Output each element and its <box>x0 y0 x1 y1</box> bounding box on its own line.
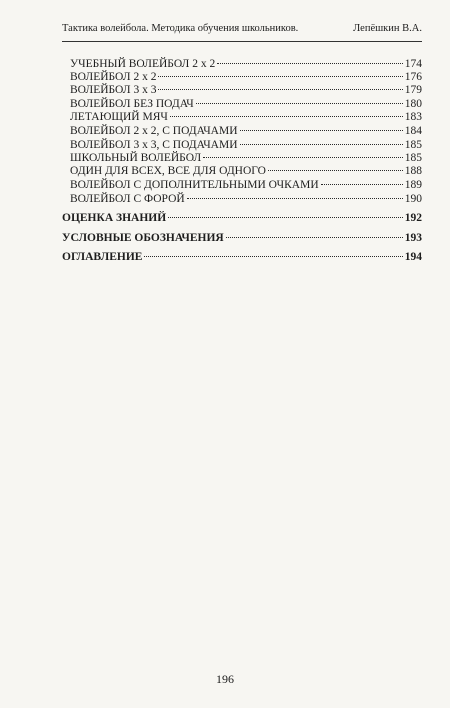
header-divider <box>62 41 422 42</box>
toc-entry-title: ШКОЛЬНЫЙ ВОЛЕЙБОЛ <box>70 152 202 164</box>
toc-entry-page: 188 <box>404 165 422 177</box>
toc-entry-page: 184 <box>404 125 422 137</box>
toc-entry <box>70 83 422 98</box>
toc-entry-title: ВОЛЕЙБОЛ 3 х 3 <box>70 84 157 96</box>
dot-leader <box>240 144 403 145</box>
running-header <box>62 23 422 37</box>
dot-leader <box>203 157 403 158</box>
toc-entry-title: ВОЛЕЙБОЛ 2 х 2, С ПОДАЧАМИ <box>70 125 238 137</box>
toc-section-title: УСЛОВНЫЕ ОБОЗНАЧЕНИЯ <box>62 232 224 244</box>
toc-entry-page: 180 <box>404 98 422 110</box>
toc-entry <box>70 124 422 139</box>
dot-leader <box>187 198 403 199</box>
dot-leader <box>217 63 403 64</box>
author-header: Лепёшкин В.А. <box>353 23 422 34</box>
toc-section-page: 193 <box>404 232 422 244</box>
toc-entry-page: 176 <box>404 71 422 83</box>
dot-leader <box>158 76 402 77</box>
toc-entry-title: УЧЕБНЫЙ ВОЛЕЙБОЛ 2 х 2 <box>70 58 216 70</box>
dot-leader <box>158 89 402 90</box>
toc-entry-page: 185 <box>404 152 422 164</box>
dot-leader <box>168 217 403 218</box>
toc-entry-page: 183 <box>404 111 422 123</box>
toc-entry-title: ВОЛЕЙБОЛ С ДОПОЛНИТЕЛЬНЫМИ ОЧКАМИ <box>70 179 319 191</box>
dot-leader <box>170 116 403 117</box>
toc-entry <box>70 110 422 125</box>
toc-entry-page: 174 <box>404 58 422 70</box>
toc-entry-page: 189 <box>404 179 422 191</box>
dot-leader <box>240 130 403 131</box>
toc-entry <box>70 178 422 193</box>
toc-entry-page: 190 <box>404 193 422 205</box>
toc-entry <box>70 164 422 179</box>
toc-section-page: 194 <box>404 251 422 263</box>
dot-leader <box>196 103 403 104</box>
toc-entry-title: ОДИН ДЛЯ ВСЕХ, ВСЕ ДЛЯ ОДНОГО <box>70 165 266 177</box>
toc-entry <box>70 192 422 207</box>
toc-section <box>62 211 422 226</box>
dot-leader <box>226 237 403 238</box>
toc-entry-title: ВОЛЕЙБОЛ 2 х 2 <box>70 71 157 83</box>
page-number: 196 <box>216 672 234 686</box>
toc-section-title: ОЦЕНКА ЗНАНИЙ <box>62 212 167 224</box>
toc-section <box>62 231 422 246</box>
toc-section <box>62 250 422 265</box>
toc-entry-page: 179 <box>404 84 422 96</box>
toc-entry-page: 185 <box>404 139 422 151</box>
toc-entry-title: ВОЛЕЙБОЛ БЕЗ ПОДАЧ <box>70 98 194 110</box>
toc-entry-title: ВОЛЕЙБОЛ С ФОРОЙ <box>70 193 185 205</box>
dot-leader <box>268 170 403 171</box>
toc-entry-title: ВОЛЕЙБОЛ 3 х 3, С ПОДАЧАМИ <box>70 139 238 151</box>
toc-section-title: ОГЛАВЛЕНИЕ <box>62 251 143 263</box>
dot-leader <box>144 256 402 257</box>
book-title-header: Тактика волейбола. Методика обучения школьников. <box>62 23 299 34</box>
toc-section-page: 192 <box>404 212 422 224</box>
toc-entry-title: ЛЕТАЮЩИЙ МЯЧ <box>70 111 168 123</box>
dot-leader <box>321 184 403 185</box>
